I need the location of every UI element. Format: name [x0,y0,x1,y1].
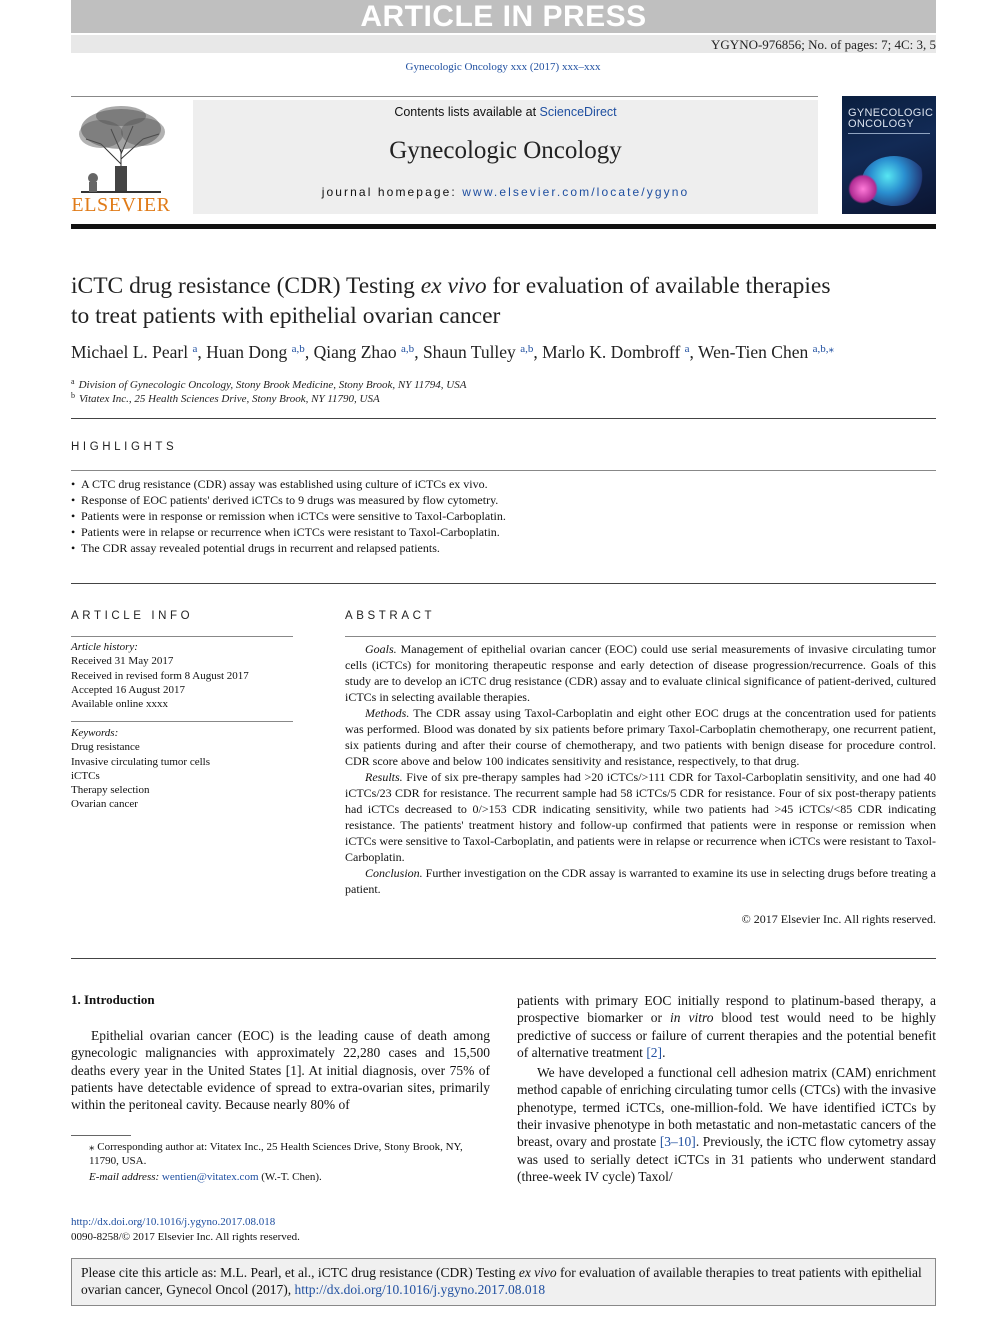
divider [71,958,936,959]
cover-graphic-accent [848,174,878,204]
doi-link[interactable]: http://dx.doi.org/10.1016/j.ygyno.2017.08.018 [71,1216,276,1228]
highlight-item: • A CTC drug resistance (CDR) assay was established using culture of iCTCs ex vivo. [71,476,936,492]
article-id: YGYNO-976856; No. of pages: 7; 4C: 3, 5 [711,37,936,52]
divider [71,721,293,722]
keywords [71,726,293,812]
abstract-goals: Goals. Management of epithelial ovarian cancer (EOC) could use serial measurements of invasive circulating tumor cells (iCTCs) for monitoring therapeutic response and early detection of disease progression/recurrence. Goals of this study are to develop an iCTC drug resistance (CDR) assay and to evaluate clinical significance of patient-derived, cultured iCTCs in selecting available therapies. [345,642,936,704]
journal-homepage: journal homepage: www.elsevier.com/locate/ygyno [321,185,690,199]
masthead-bottom-rule [71,224,936,229]
paragraph: We have developed a functional cell adhesion matrix (CAM) enrichment method capable of enriching circulating tumor cells (CTCs) with the invasive phenotype, termed iCTCs, one-million-fold. We have identified iCTCs by their invasive phenotype in both metastatic and non-metastatic cancers of the breast, ovary and prostate [3–10]. Previously, the iCTC flow cytometry assay was used to serially detect iCTCs in 31 patients who underwent standard (three-week IV cycle) Taxol/ [517,1065,937,1184]
abstract-conclusion: Conclusion. Further investigation on the CDR assay is warranted to examine its use in selecting drugs before treating a patient. [345,866,936,896]
author-affiliation-mark[interactable]: a,b [520,343,534,355]
article-history [71,640,293,711]
divider [71,470,936,471]
journal-cover-image [842,96,936,214]
highlights-heading: HIGHLIGHTS [71,441,178,453]
doi-block [71,1215,300,1245]
copyright-notice: © 2017 Elsevier Inc. All rights reserved. [741,912,936,926]
elsevier-wordmark: ELSEVIER [71,194,171,216]
abstract-body [345,641,936,897]
contents-line: Contents lists available at ScienceDirect [394,105,617,119]
keyword: Ovarian cancer [71,798,138,811]
author: Marlo K. Dombroff [542,342,681,362]
author-list: Michael L. Pearl $^a$, Huan Dong $^{a,b}$, Qiang Zhao $^{a,b}$, Shaun Tulley $^{a,b}$, Marlo K. Dombroff $^a$, Wen-Tien Chen $^{a,b,⁎}$ [71,342,834,362]
divider [71,583,936,584]
left-column-text [71,1027,490,1113]
author: Qiang Zhao [313,342,397,362]
highlight-item: • Response of EOC patients' derived iCTCs to 9 drugs was measured by flow cytometry. [71,492,936,508]
keyword: iCTCs [71,769,100,782]
cover-title: GYNECOLOGIC ONCOLOGY [848,107,934,130]
abstract-methods: Methods. The CDR assay using Taxol-Carboplatin and eight other EOC drugs at the concentration used for patients was performed. Blood was donated by six patients before primary Taxol-Carboplatin chemotherapy, one recurrent patient, six patients during and after their course of chemotherapy, and two patients with benign disease for procedure control. CDR score above and below 100 indicates sensitivity and resistance, respectively, to that drug. [345,706,936,768]
author: Michael L. Pearl [71,342,189,362]
citation-box: Please cite this article as: M.L. Pearl, et al., iCTC drug resistance (CDR) Testing ex vivo for evaluation of available therapies to treat patients with epithelial ovarian cancer, Gynecol Oncol (2017), http://dx.doi.org/10.1016/j.ygyno.2017.08.018 [71,1258,936,1306]
article-title: iCTC drug resistance (CDR) Testing ex vivo for evaluation of available therapies to treat patients with epithelial ovarian cancer [71,273,831,329]
issn-line: 0090-8258/© 2017 Elsevier Inc. All rights reserved. [71,1231,300,1243]
highlights-list [71,476,936,556]
email-note: E-mail address: wentien@vitatex.com (W.-T. Chen). [89,1171,322,1183]
journal-citation [0,61,992,73]
sciencedirect-link[interactable]: ScienceDirect [539,105,617,119]
right-column-text [517,992,936,1185]
abstract-heading: ABSTRACT [345,610,436,622]
history-item: Accepted 16 August 2017 [71,683,185,696]
journal-title: Gynecologic Oncology [389,137,622,164]
author-affiliation-mark[interactable]: a [192,343,198,355]
footnote [71,1140,490,1184]
divider [71,636,293,637]
history-item: Received in revised form 8 August 2017 [71,669,249,682]
article-info-heading: ARTICLE INFO [71,610,194,622]
cover-line [848,133,930,134]
article-in-press-banner [71,0,936,33]
divider [345,636,936,637]
author-affiliation-mark[interactable]: a,b [401,343,415,355]
email-link[interactable]: wentien@vitatex.com [161,1171,259,1183]
reference-link[interactable]: [3–10] [659,1134,696,1150]
highlight-item: • Patients were in response or remission when iCTCs were sensitive to Taxol-Carboplatin. [71,508,936,524]
author: Shaun Tulley [422,342,516,362]
press-banner-text: ARTICLE IN PRESS [360,0,647,33]
homepage-link[interactable]: www.elsevier.com/locate/ygyno [462,185,690,199]
history-item: Available online xxxx [71,698,168,711]
affiliation-a: $^a$ Division of Gynecologic Oncology, Stony Brook Medicine, Stony Brook, NY 11794, USA [71,377,467,391]
corresponding-author-note: ⁎ Corresponding author at: Vitatex Inc., 25 Health Sciences Drive, Stony Brook, NY, 11790, USA. [89,1141,463,1167]
history-item: Received 31 May 2017 [71,655,174,668]
keyword: Invasive circulating tumor cells [71,755,210,768]
keyword: Drug resistance [71,741,140,754]
abstract-results: Results. Five of six pre-therapy samples had >20 iCTCs/>111 CDR for Taxol-Carboplatin sensitivity, and one had 40 iCTCs/23 CDR for resistance. The recurrent sample had 58 iCTCs/5 CDR for resistance. Four of six post-therapy patients had iCTCs decreased to 0/>153 CDR indicating sensitivity, while two patients had >45 iCTCs/<85 CDR indicating resistance. The patients' treatment history and follow-up confirmed that patients were in response or remission when iCTCs were sensitive to Taxol-Carboplatin, and patients were in relapse or recurrence when iCTCs were resistant to Taxol-Carboplatin. [345,770,936,864]
highlight-item: • The CDR assay revealed potential drugs in recurrent and relapsed patients. [71,540,936,556]
keyword: Therapy selection [71,784,150,797]
paragraph: Epithelial ovarian cancer (EOC) is the leading cause of death among gynecologic malignancies with approximately 22,280 cases and 15,500 deaths every year in the United States [1]. At initial diagnosis, over 75% of patients have detectable evidence of spread to extra-ovarian sites, primarily within the peritoneal cavity. Because nearly 80% of [71,1028,490,1113]
reference-link[interactable]: [2] [646,1044,663,1060]
divider [71,418,936,419]
keywords-label: Keywords: [71,727,119,739]
highlight-item: • Patients were in relapse or recurrence when iCTCs were resistant to Taxol-Carboplatin. [71,524,936,540]
masthead-top-rule [71,96,818,97]
paragraph: patients with primary EOC initially respond to platinum-based therapy, a prospective biomarker or in vitro blood test would need to be highly predictive of success or failure of current therapies and the potential benefit of alternative treatment [2]. [517,993,936,1060]
author: Wen-Tien Chen [697,342,809,362]
author-affiliation-mark[interactable]: a,b [291,343,305,355]
journal-masthead [193,100,818,214]
author: Huan Dong [206,342,288,362]
affiliation-b: $^b$ Vitatex Inc., 25 Health Sciences Drive, Stony Brook, NY 11790, USA [71,391,380,405]
history-label: Article history: [71,641,138,653]
section-heading: 1. Introduction [71,992,155,1007]
citation-doi-link[interactable]: http://dx.doi.org/10.1016/j.ygyno.2017.08.018 [294,1282,546,1297]
journal-citation-link[interactable]: Gynecologic Oncology xxx (2017) xxx–xxx [405,61,601,73]
footnote-rule [71,1135,131,1136]
author-affiliation-mark[interactable]: a,b,⁎ [812,343,834,355]
author-affiliation-mark[interactable]: a [684,343,690,355]
